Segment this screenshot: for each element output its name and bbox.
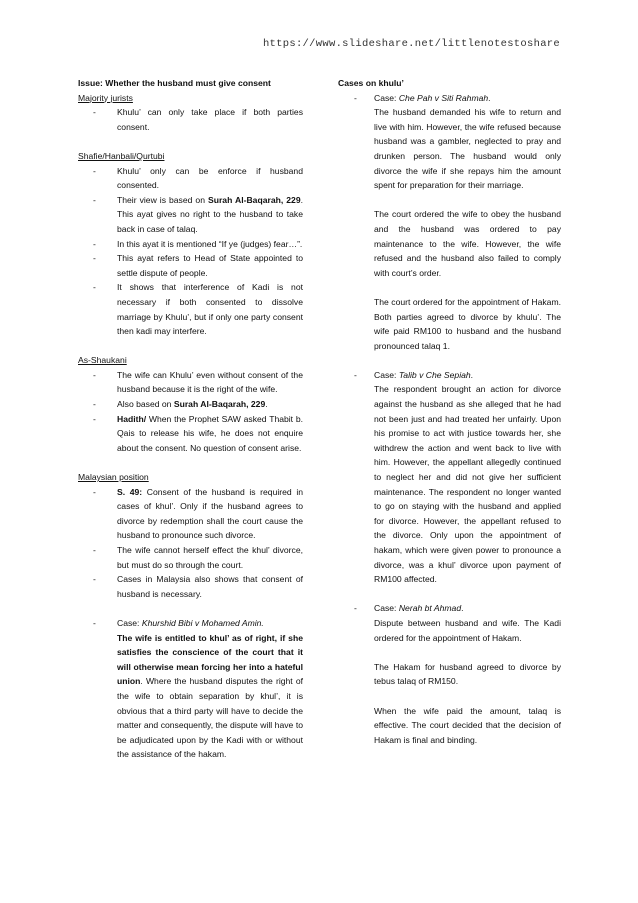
shafie-item-2-post: . This ayat gives no right to the husband to take back in case of talaq. xyxy=(117,194,303,234)
case-2-label: Case: xyxy=(374,369,399,380)
case-3-p3: When the wife paid the amount, talaq is effective. The court decided that the decision of Hakam is final and binding. xyxy=(374,705,561,745)
case-1-gap-1 xyxy=(374,193,561,208)
header-url: https://www.slideshare.net/littlenotestoshare xyxy=(262,38,560,50)
case-3-p1: Dispute between husband and wife. The Kadi ordered for the appointment of Hakam. xyxy=(374,617,561,643)
cases-title: Cases on khulu’ xyxy=(338,78,404,88)
section-majority xyxy=(78,91,303,135)
shaukani-item-2-post: . xyxy=(265,399,268,410)
shafie-heading: Shafie/Hanbali/Qurtubi xyxy=(78,150,165,161)
issue-title: Issue: Whether the husband must give consent xyxy=(78,78,271,88)
malaysia-item-2: - The wife cannot herself effect the khul’ divorce, but must do so through the court. xyxy=(78,543,303,572)
case-3-p2: The Hakam for husband agreed to divorce by tebus talaq of RM150. xyxy=(374,661,561,687)
case-1-p3: The court ordered for the appointment of Hakam. Both parties agreed to divorce by khulu’. The wife paid RM100 to husband and the husband pronounced talaq 1. xyxy=(374,296,561,351)
shafie-item-2-ref: Surah Al-Baqarah, 229 xyxy=(207,194,301,205)
case-3-name: Nerah bt Ahmad xyxy=(398,603,462,614)
majority-heading: Majority jurists xyxy=(78,92,133,103)
malaysia-item-1-post: Consent of the husband is required in cases of khul’. Only if the husband agrees to divorce by redemption shall the court cause the husband to pronounce such divorce. xyxy=(117,486,304,541)
malaysia-case-name: Khurshid Bibi v Mohamed Amin. xyxy=(141,617,264,628)
shafie-item-2-pre: Their view is based on xyxy=(117,194,208,205)
case-3-label: Case: xyxy=(374,603,399,614)
shafie-item-3: - In this ayat it is mentioned “If ye (judges) fear…”. xyxy=(78,237,303,252)
case-2-p1: The respondent brought an action for divorce against the husband as she alleged that he had not been just and had treated her unfairly. Upon his promise to act with justice towards her, she withdrew the action and went back to live with him. However, the appellant allegedly continued to neglect her and did not give her sufficient maintenance. The respondent no longer wanted to go on staying with the husband and applied for divorce. However, the appellant refused to the divorce. Only upon the appointment of hakam, which were given power to pronounce a divorce, was a khul’ divorce upon payment of RM100 affected. xyxy=(374,384,561,585)
shaukani-item-2-ref: Surah Al-Baqarah, 229 xyxy=(173,399,266,410)
shafie-item-5: - It shows that interference of Kadi is not necessary if both consented to dissolve marriage by Khulu’, but if only one party consent then kadi may interfere. xyxy=(78,280,303,338)
case-3-gap-2 xyxy=(374,689,561,704)
case-1-gap-2 xyxy=(374,280,561,295)
case-1-p1: The husband demanded his wife to return and live with him. However, the wife refused because husband was a gambler, neglected to pray and drunken person. The husband would only divorce the wife if she repays him the amount spent for preparation for their marriage. xyxy=(374,107,561,191)
shaukani-item-3-post: When the Prophet SAW asked Thabit b. Qais to release his wife, he does not enquire about the consent. No question of consent arise. xyxy=(117,413,303,453)
shaukani-heading: As-Shaukani xyxy=(78,355,127,366)
malaysia-item-1 xyxy=(78,485,303,543)
shaukani-item-2-pre: Also based on xyxy=(117,399,174,410)
section-malaysia xyxy=(78,470,303,762)
shaukani-item-3-hadith: Hadith/ xyxy=(117,413,147,424)
case-talib xyxy=(338,368,561,587)
case-3-gap-1 xyxy=(374,645,561,660)
malaysia-item-1-section: S. 49: xyxy=(117,486,143,497)
case-1-p2: The court ordered the wife to obey the husband and the husband was ordered to pay maintenance to the wife. However, the wife refused and the husband also failed to comply with court’s order. xyxy=(374,209,561,278)
right-column xyxy=(338,76,561,747)
malaysia-case-holding: The wife is entitled to khul’ as of right, if she satisfies the conscience of the court that it will otherwise mean forcing her into a hateful union xyxy=(117,632,303,687)
shaukani-item-3 xyxy=(78,412,303,456)
malaysia-case-post: . Where the husband disputes the right of the wife to obtain separation by khul’, it is obvious that a third party will have to decide the matter and consequently, the dispute will have to be adjudicated upon by the Kadi with or without the assistance of the hakam. xyxy=(117,676,303,760)
shafie-item-4: - This ayat refers to Head of State appointed to settle dispute of people. xyxy=(78,251,303,280)
majority-item: - Khulu’ can only take place if both parties consent. xyxy=(78,105,303,134)
left-column xyxy=(78,76,303,777)
malaysia-case xyxy=(78,616,303,762)
malaysia-item-3: - Cases in Malaysia also shows that consent of husband is necessary. xyxy=(78,572,303,601)
section-shafie xyxy=(78,149,303,339)
case-2-name: Talib v Che Sepiah xyxy=(398,369,471,380)
malaysia-case-label: Case: xyxy=(117,617,142,628)
shafie-item-2 xyxy=(78,193,303,237)
malaysia-heading: Malaysian position xyxy=(78,472,149,483)
shaukani-item-1: - The wife can Khulu’ even without consent of the husband because it is the right of the wife. xyxy=(78,368,303,397)
case-3-name-post: . xyxy=(461,603,464,614)
section-shaukani xyxy=(78,353,303,455)
case-nerah xyxy=(338,601,561,747)
shafie-item-1: - Khulu’ only can be enforce if husband consented. xyxy=(78,164,303,193)
shaukani-item-2 xyxy=(78,397,303,412)
case-che-pah xyxy=(338,91,561,354)
case-1-label: Case: xyxy=(374,92,399,103)
case-1-name: Che Pah v Siti Rahmah xyxy=(398,92,489,103)
case-2-name-post: . xyxy=(470,369,474,380)
case-1-name-post: . xyxy=(488,92,491,103)
